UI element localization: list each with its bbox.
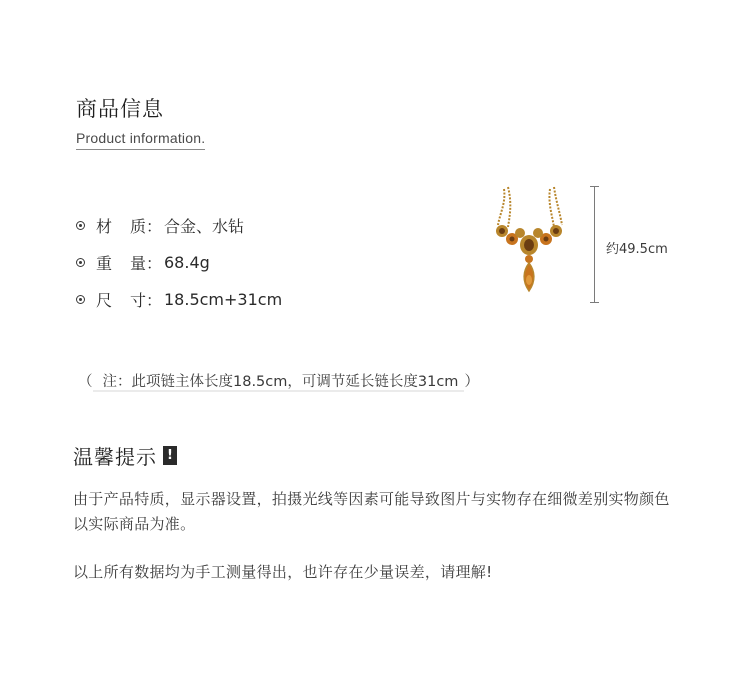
spec-label: 材 质：	[96, 217, 162, 236]
product-info-subtitle: Product information.	[76, 130, 205, 150]
note-open-paren: （	[78, 374, 93, 390]
bullet-icon	[76, 295, 85, 304]
dimension-label: 约49.5cm	[606, 242, 668, 257]
spec-value: 合金、水钻	[164, 217, 245, 236]
bullet-icon	[76, 221, 85, 230]
dimension-cap-bottom	[590, 302, 599, 303]
necklace-chain	[498, 187, 562, 227]
spec-list	[76, 207, 282, 318]
spec-value: 68.4g	[164, 253, 210, 272]
tips-title: 温馨提示	[73, 445, 157, 469]
tips-paragraph-2: 以上所有数据均为手工测量得出，也许存在少量误差，请理解!	[73, 563, 493, 581]
product-info-title: 商品信息	[76, 97, 164, 121]
tips-heading	[73, 441, 177, 470]
dimension-line	[594, 186, 595, 303]
length-note	[78, 370, 479, 391]
note-close-paren: ）	[464, 374, 479, 390]
spec-row-size	[76, 281, 282, 318]
spec-row-material	[76, 207, 282, 244]
spec-value: 18.5cm+31cm	[164, 290, 283, 309]
spec-label: 重 量：	[96, 254, 162, 273]
necklace-pendant	[496, 225, 562, 291]
exclamation-icon: !	[163, 446, 177, 465]
bullet-icon	[76, 258, 85, 267]
spec-row-weight	[76, 244, 282, 281]
tips-paragraph-1: 由于产品特质，显示器设置，拍摄光线等因素可能导致图片与实物存在细微差别实物颜色以实际商品为准。	[73, 490, 670, 533]
note-text: 注：此项链主体长度18.5cm，可调节延长链长度31cm	[93, 374, 465, 392]
spec-label: 尺 寸：	[96, 291, 162, 310]
